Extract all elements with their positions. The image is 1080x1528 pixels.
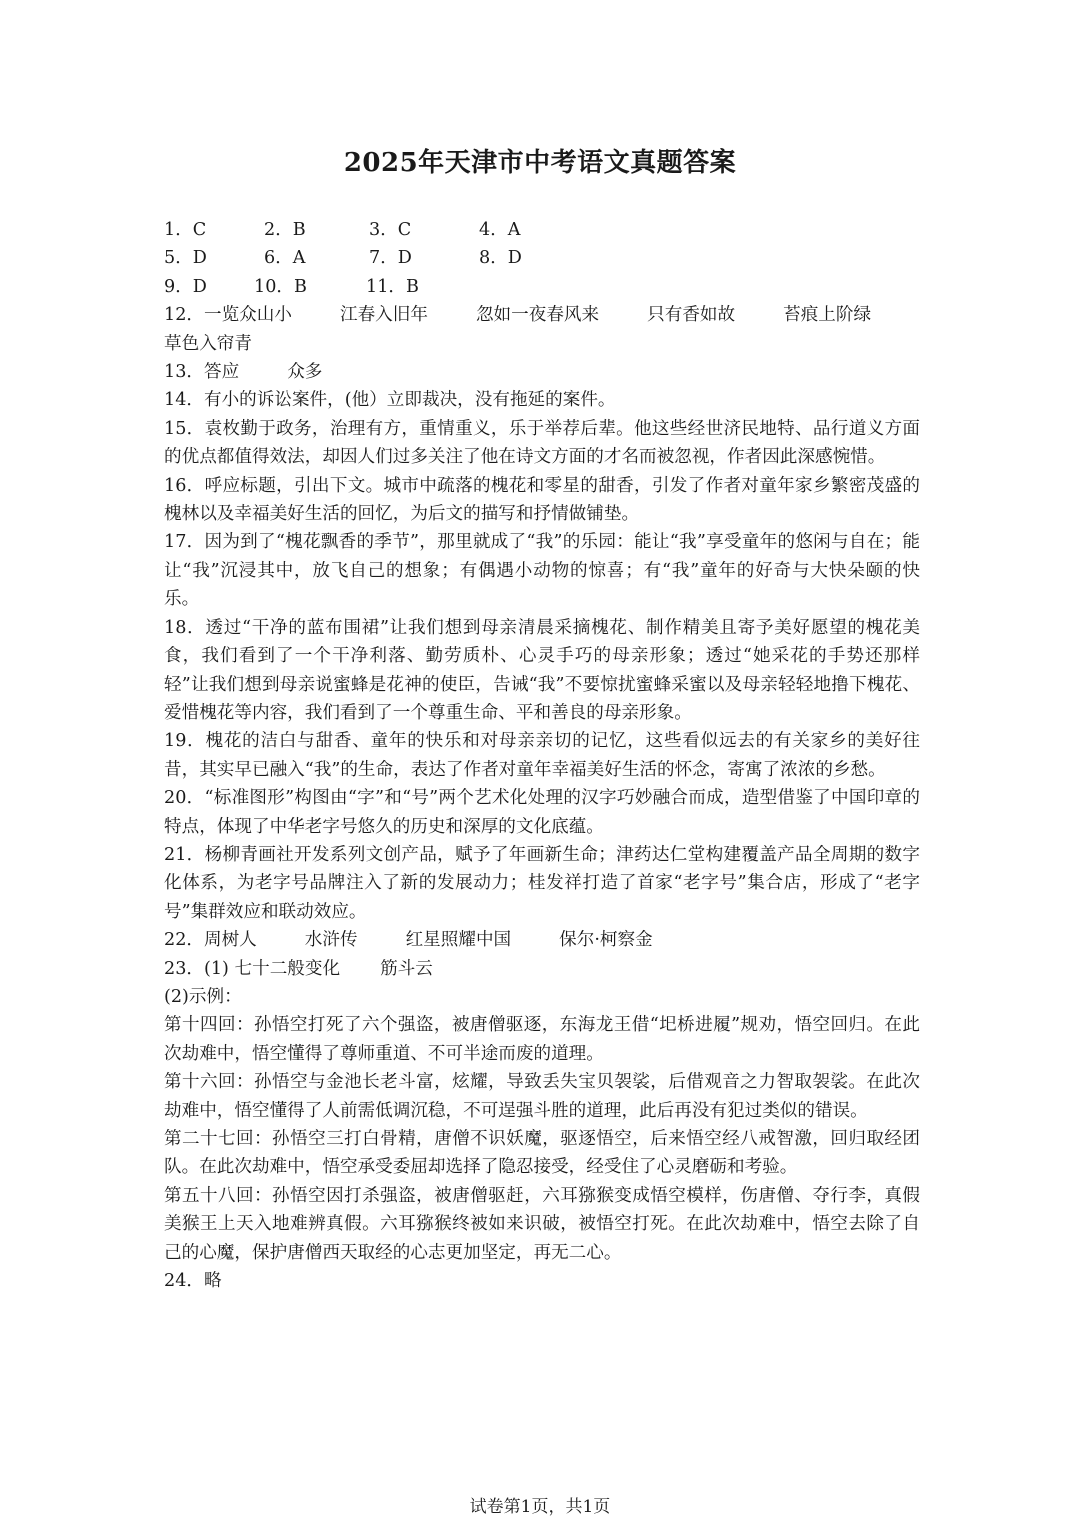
q12-item: 只有香如故: [647, 305, 736, 326]
q13-line: [164, 358, 920, 386]
mc-answer: 2．B: [264, 220, 306, 240]
mc-answer: 5．D: [164, 248, 207, 269]
q20-answer: 20．“标准图形”构图由“字”和“号”两个艺术化处理的汉字巧妙融合而成，造型借鉴了中国印章的特点，体现了中华老字号悠久的历史和深厚的文化底蕴。: [164, 788, 920, 837]
q17-answer: 17．因为到了“槐花飘香的季节”，那里就成了“我”的乐园：能让“我”享受童年的悠闲与自在；能让“我”沉浸其中，放飞自己的想象；有偶遇小动物的惊喜；有“我”童年的好奇与大快朵颐的快乐。: [164, 532, 920, 610]
q23-example: 第十六回：孙悟空与金池长老斗富，炫耀，导致丢失宝贝袈裟，后借观音之力智取袈裟。在此次劫难中，悟空懂得了人前需低调沉稳，不可逞强斗胜的道理，此后再没有犯过类似的错误。: [164, 1072, 920, 1121]
q21-answer: 21．杨柳青画社开发系列文创产品，赋予了年画新生命；津药达仁堂构建覆盖产品全周期的数字化体系，为老字号品牌注入了新的发展动力；桂发祥打造了首家“老字号”集合店，形成了“老字号”集群效应和联动效应。: [164, 844, 920, 922]
q22-line: [164, 926, 920, 954]
q14-answer: 14．有小的诉讼案件，(他）立即裁决，没有拖延的案件。: [164, 390, 616, 411]
page-footer: 试卷第1页，共1页: [469, 1497, 611, 1517]
mc-answer: 6．A: [264, 248, 306, 269]
mc-row-2: [164, 244, 920, 272]
q23-item: 筋斗云: [380, 958, 433, 979]
mc-answer: 9．D: [164, 276, 207, 297]
mc-answer: 11．B: [366, 276, 419, 297]
q12-item: 苔痕上阶绿: [783, 305, 872, 326]
q13-item: 众多: [287, 362, 323, 383]
mc-answer: 3．C: [369, 220, 412, 240]
q12-item: 一览众山小: [203, 305, 292, 326]
page-title: 2025年天津市中考语文真题答案: [343, 148, 737, 178]
mc-answer: 1．C: [164, 220, 207, 240]
q23-item: 七十二般变化: [234, 958, 341, 979]
answer-content: [164, 216, 920, 1295]
q16-answer: 16．呼应标题，引出下文。城市中疏落的槐花和零星的甜香，引发了作者对童年家乡繁密茂盛的槐林以及幸福美好生活的回忆，为后文的描写和抒情做铺垫。: [164, 475, 920, 525]
q13-item: 答应: [203, 362, 240, 383]
q23-num: 23．(1): [164, 958, 229, 979]
q12-item: 忽如一夜春风来: [475, 305, 600, 326]
q22-item: 保尔·柯察金: [559, 930, 653, 951]
q23-part1: [164, 955, 920, 983]
q13-num: 13．: [164, 362, 204, 383]
q19-answer: 19．槐花的洁白与甜香、童年的快乐和对母亲亲切的记忆，这些看似远去的有关家乡的美好往昔，其实早已融入“我”的生命，表达了作者对童年幸福美好生活的怀念，寄寓了浓浓的乡愁。: [164, 731, 920, 780]
q18-answer: 18．透过“干净的蓝布围裙”让我们想到母亲清晨采摘槐花、制作精美且寄予美好愿望的槐花美食，我们看到了一个干净利落、勤劳质朴、心灵手巧的母亲形象；透过“她采花的手势还那样轻”让我们想到母亲说蜜蜂是花神的使臣，告诫“我”不要惊扰蜜蜂采蜜以及母亲轻轻地撸下槐花、爱惜槐花等内容，我们看到了一个尊重生命、平和善良的母亲形象。: [164, 617, 920, 723]
q22-item: 水浒传: [304, 930, 358, 951]
mc-answer: 7．D: [369, 248, 412, 269]
mc-row-1: [164, 216, 920, 244]
q12-line: [164, 301, 920, 329]
mc-answer: 10．B: [254, 276, 307, 297]
mc-row-3: [164, 273, 920, 301]
q23-example: 第十四回：孙悟空打死了六个强盗，被唐僧驱逐，东海龙王借“圯桥进履”规劝，悟空回归。在此次劫难中，悟空懂得了尊师重道、不可半途而废的道理。: [164, 1015, 920, 1064]
q22-num: 22．: [164, 930, 204, 951]
q23-example: 第五十八回：孙悟空因打杀强盗，被唐僧驱赶，六耳猕猴变成悟空模样，伤唐僧、夺行李，真假美猴王上天入地难辨真假。六耳猕猴终被如来识破，被悟空打死。在此次劫难中，悟空去除了自己的心魔，保护唐僧西天取经的心志更加坚定，再无二心。: [164, 1185, 920, 1263]
q15-answer: 15．袁枚勤于政务，治理有方，重情重义，乐于举荐后辈。他这些经世济民地特、品行道义方面的优点都值得效法，却因人们过多关注了他在诗文方面的才名而被忽视，作者因此深感惋惜。: [164, 418, 920, 468]
q12-cont: 草色入帘青: [164, 333, 252, 354]
q12-item: 江春入旧年: [339, 305, 428, 326]
mc-answer: 4．A: [479, 220, 521, 240]
mc-answer: 8．D: [479, 248, 522, 269]
q23-example-label: (2)示例：: [164, 986, 242, 1007]
q24-answer: 24．略: [164, 1271, 222, 1292]
q23-example: 第二十七回：孙悟空三打白骨精，唐僧不识妖魔，驱逐悟空，后来悟空经八戒智激，回归取经团队。在此次劫难中，悟空承受委屈却选择了隐忍接受，经受住了心灵磨砺和考验。: [164, 1129, 920, 1178]
q22-item: 周树人: [203, 930, 257, 951]
q12-num: 12．: [164, 305, 204, 326]
q22-item: 红星照耀中国: [405, 930, 512, 951]
